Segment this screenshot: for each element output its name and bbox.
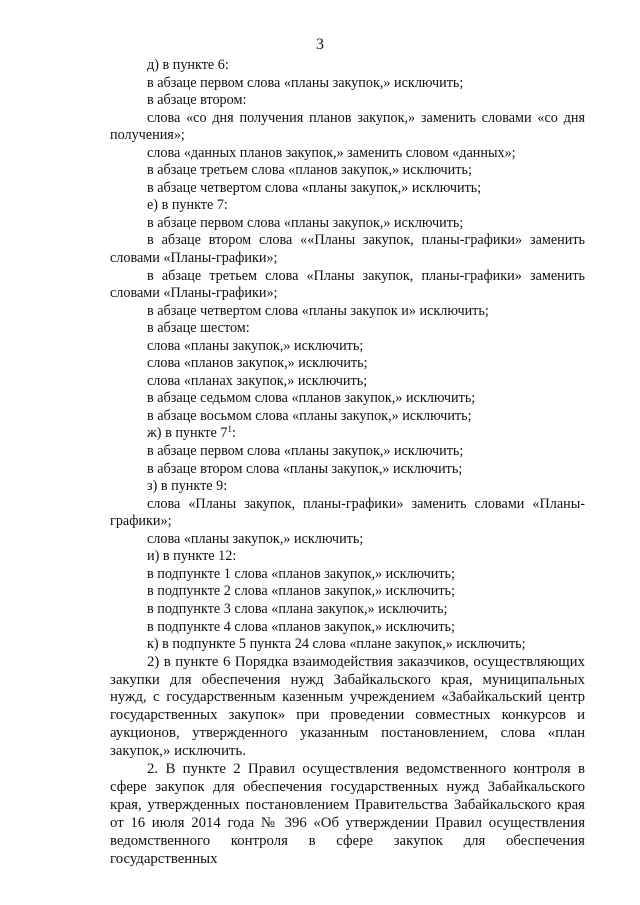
paragraph-text-tail: :	[231, 425, 236, 442]
paragraph: в абзаце первом слова «планы закупок,» исключить;	[147, 74, 464, 91]
paragraph: слова «со дня получения планов закупок,» заменить словами «со дня получения»;	[110, 109, 585, 144]
paragraph-text: ж) в пункте 7	[147, 425, 228, 442]
paragraph: слова «данных планов закупок,» заменить словом «данных»;	[147, 144, 516, 161]
paragraph: в абзаце третьем слова «Планы закупок, планы-графики» заменить словами «Планы-графики»;	[110, 267, 585, 302]
paragraph: в абзаце втором слова ««Планы закупок, планы-графики» заменить словами «Планы-графики»;	[110, 232, 585, 267]
paragraph: слова «планах закупок,» исключить;	[147, 372, 368, 389]
paragraph: к) в подпункте 5 пункта 24 слова «плане закупок,» исключить;	[147, 636, 526, 653]
paragraph: слова «Планы закупок, планы-графики» заменить словами «Планы-графики»;	[110, 495, 585, 530]
paragraph: 2. В пункте 2 Правил осуществления ведомственного контроля в сфере закупок для обеспечения государственных нужд Забайкальского края, утвержденных постановлением Правительства Забайкальского края от 16 июля 2014 года № 396 «Об утверждении Правил осуществления ведомственного контроля в сфере закупок для обеспечения государственных	[110, 761, 585, 867]
paragraph: в абзаце первом слова «планы закупок,» исключить;	[147, 443, 464, 460]
paragraph: в подпункте 4 слова «планов закупок,» исключить;	[147, 618, 455, 635]
paragraph	[110, 425, 585, 443]
paragraph: в абзаце четвертом слова «планы закупок,» исключить;	[147, 179, 482, 196]
paragraph: е) в пункте 7:	[147, 197, 228, 214]
paragraph: и) в пункте 12:	[147, 548, 237, 565]
paragraph: в абзаце четвертом слова «планы закупок и» исключить;	[147, 302, 489, 319]
superscript: 1	[227, 424, 232, 435]
paragraph: в абзаце втором:	[147, 92, 247, 109]
paragraph: в абзаце первом слова «планы закупок,» исключить;	[147, 214, 464, 231]
paragraph: в абзаце втором слова «планы закупок,» исключить;	[147, 460, 463, 477]
paragraph: в подпункте 3 слова «плана закупок,» исключить;	[147, 600, 448, 617]
paragraph: д) в пункте 6:	[147, 57, 229, 73]
paragraph: слова «планы закупок,» исключить;	[147, 530, 364, 547]
paragraph: в абзаце седьмом слова «планов закупок,» исключить;	[147, 390, 476, 407]
paragraph: в подпункте 1 слова «планов закупок,» исключить;	[147, 565, 455, 582]
paragraph: слова «планов закупок,» исключить;	[147, 355, 368, 372]
paragraph: в подпункте 2 слова «планов закупок,» исключить;	[147, 583, 455, 600]
document-body	[110, 57, 585, 868]
paragraph: слова «планы закупок,» исключить;	[147, 337, 364, 354]
paragraph: в абзаце третьем слова «планов закупок,» исключить;	[147, 162, 472, 179]
paragraph: 2) в пункте 6 Порядка взаимодействия заказчиков, осуществляющих закупки для обеспечения нужд Забайкальского края, муниципальных нужд, с государственным казенным учреждением «Забайкальский центр государственных закупок» при проведении совместных конкурсов и аукционов, утвержденного указанным постановлением, слова «план закупок,» исключить.	[110, 653, 585, 760]
paragraph: в абзаце восьмом слова «планы закупок,» исключить;	[147, 407, 472, 424]
paragraph: з) в пункте 9:	[147, 478, 228, 495]
page-number: 3	[316, 36, 324, 53]
paragraph: в абзаце шестом:	[147, 320, 250, 337]
